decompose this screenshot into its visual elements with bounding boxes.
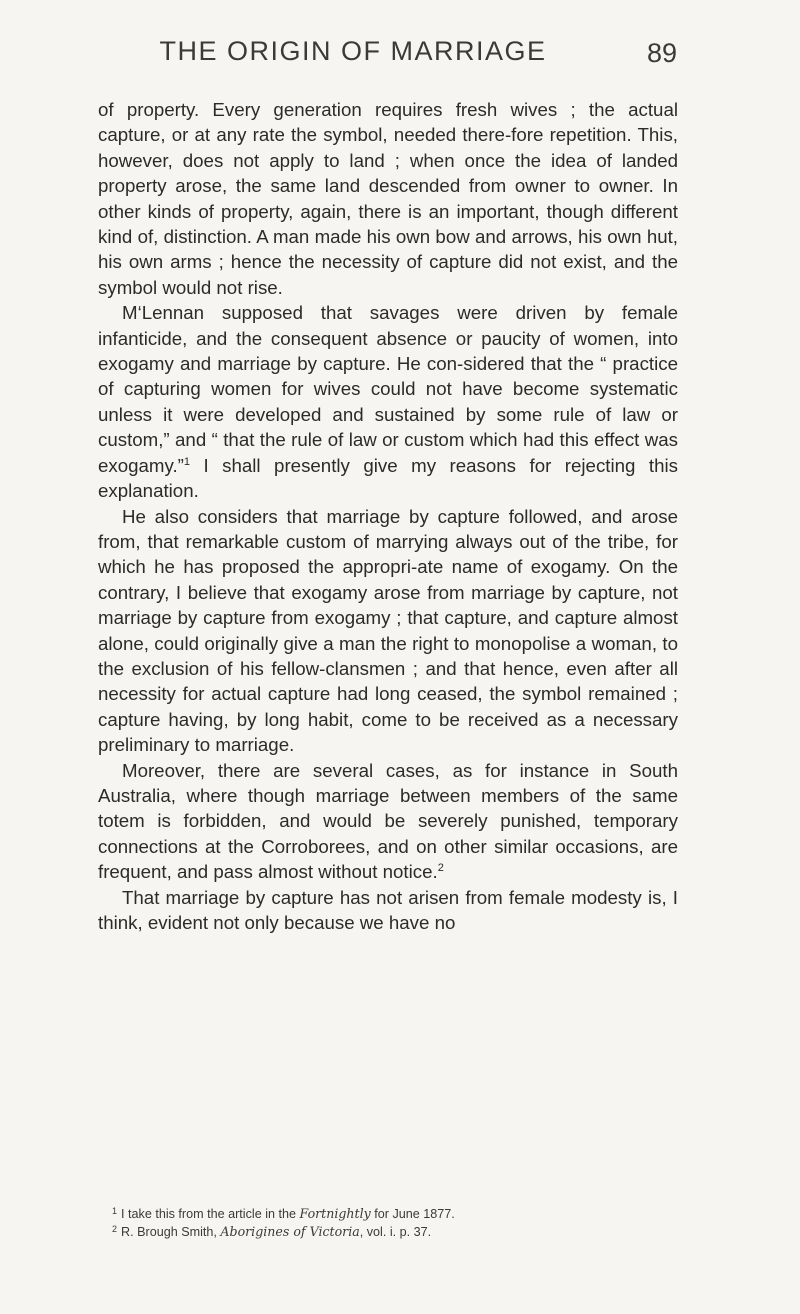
paragraph-3: He also considers that marriage by capture followed, and arose from, that remarkable custom of marrying always out of the tribe, for which he has proposed the appropri-ate name of exogamy. On the contrary, I believe that exogamy arose from marriage by capture, not marriage by capture from exogamy ; that capture, and capture almost alone, could originally give a man the right to monopolise a woman, to the exclusion of his fellow-clansmen ; and that hence, even after all necessity for actual capture had long ceased, the symbol remained ; capture having, by long habit, come to be received as a necessary preliminary to marriage. [98, 505, 678, 756]
footnote-2 [98, 1223, 678, 1241]
footnote-1 [98, 1205, 678, 1223]
paragraph-2 [98, 300, 678, 503]
footnote-mark: 1 [112, 1206, 118, 1216]
page-number: 89 [646, 38, 677, 68]
paragraph-1: of property. Every generation requires fresh wives ; the actual capture, or at any rate the symbol, needed there-fore repetition. This, however, does not apply to land ; when once the idea of landed property arose, the same land descended from owner to owner. In other kinds of property, again, there is an important, though different kind of, distinction. A man made his own bow and arrows, his own hut, his own arms ; hence the necessity of capture did not exist, and the symbol would not rise. [98, 99, 678, 298]
paragraph-4-text: Moreover, there are several cases, as for instance in South Australia, where though marriage between members of the same totem is forbidden, and would be severely punished, temporary connections at the Corroborees, and on other similar occasions, are frequent, and pass almost without notice. [98, 759, 678, 883]
paragraph-2-tail: I shall presently give my reasons for rejecting this explanation. [98, 454, 678, 502]
footnote-ref-1[interactable]: 1 [183, 455, 190, 468]
footnote-mark: 2 [112, 1224, 118, 1234]
footnotes [98, 1205, 678, 1241]
footnote-text: R. Brough Smith, [121, 1225, 221, 1239]
footnote-text-end: for June 1877. [370, 1207, 455, 1221]
paragraph-4 [98, 758, 678, 885]
footnote-text-end: , vol. i. p. 37. [359, 1225, 432, 1239]
footnote-text: I take this from the article in the [121, 1207, 300, 1221]
paragraph-5: That marriage by capture has not arisen from female modesty is, I think, evident not only because we have no [98, 886, 678, 933]
footnote-source-title: Aborigines of Victoria [220, 1224, 360, 1239]
footnote-source-title: Fortnightly [299, 1206, 371, 1221]
body-text [98, 97, 678, 935]
paragraph-2-text: M‘Lennan supposed that savages were driven by female infanticide, and the consequent absence or paucity of women, into exogamy and marriage by capture. He con-sidered that the “ practice of capturing women for wives could not have become systematic unless it were developed and sustained by some rule of law or custom,” and “ that the rule of law or custom which had this effect was exogamy.” [98, 302, 678, 476]
footnote-ref-2[interactable]: 2 [437, 862, 444, 875]
running-title: THE ORIGIN OF MARRIAGE [159, 36, 547, 66]
